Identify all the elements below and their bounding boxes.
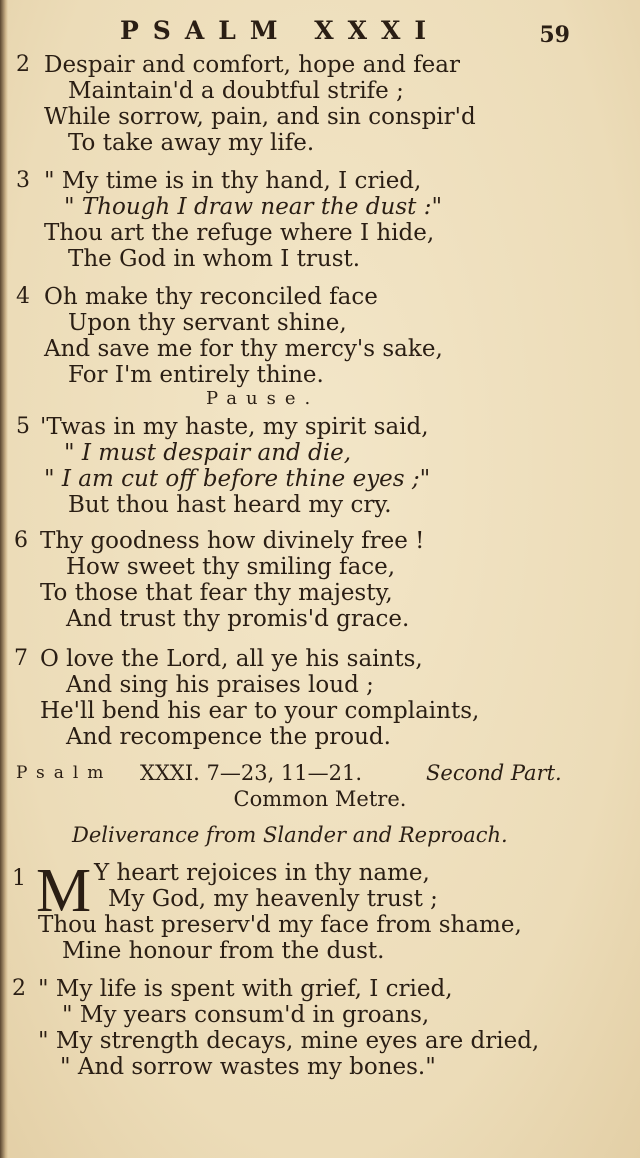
metre-label: Common Metre. bbox=[233, 787, 407, 811]
verse-line: And trust thy promis'd grace. bbox=[66, 606, 410, 632]
verse-line: " My time is in thy hand, I cried, bbox=[44, 168, 422, 194]
stanza-number: 7 bbox=[14, 646, 28, 671]
running-head: PSALM XXXI bbox=[120, 16, 441, 45]
verse-line: O love the Lord, all ye his saints, bbox=[40, 646, 423, 672]
verse-line: " Though I draw near the dust :" bbox=[64, 194, 443, 220]
verse-line: While sorrow, pain, and sin conspir'd bbox=[44, 104, 476, 130]
verse-line: Despair and comfort, hope and fear bbox=[44, 52, 460, 78]
verse-line: 'Twas in my haste, my spirit said, bbox=[40, 414, 429, 440]
stanza-number: 5 bbox=[16, 414, 30, 439]
verse-line: " And sorrow wastes my bones." bbox=[60, 1054, 436, 1080]
stanza-number: 2 bbox=[16, 52, 30, 77]
verse-line: To those that fear thy majesty, bbox=[40, 580, 393, 606]
verse-line: For I'm entirely thine. bbox=[68, 362, 324, 388]
drop-cap: M bbox=[36, 857, 92, 925]
stanza-number: 1 bbox=[12, 866, 26, 891]
verse-line: He'll bend his ear to your complaints, bbox=[40, 698, 480, 724]
stanza-number: 6 bbox=[14, 528, 28, 553]
verse-line: To take away my life. bbox=[68, 130, 315, 156]
verse-line: " My strength decays, mine eyes are dried, bbox=[38, 1028, 540, 1054]
verse-line: My God, my heavenly trust ; bbox=[108, 886, 438, 912]
verse-line: Maintain'd a doubtful strife ; bbox=[68, 78, 404, 104]
verse-line: The God in whom I trust. bbox=[68, 246, 361, 272]
stanza-number: 2 bbox=[12, 976, 26, 1001]
verse-line: And recompence the proud. bbox=[66, 724, 391, 750]
verse-line: Thou art the refuge where I hide, bbox=[44, 220, 435, 246]
verse-line: And sing his praises loud ; bbox=[66, 672, 374, 698]
section-heading-reference: XXXI. 7—23, 11—21. bbox=[140, 761, 363, 785]
verse-line: Thy goodness how divinely free ! bbox=[40, 528, 425, 554]
verse-line: " I must despair and die, bbox=[64, 440, 352, 466]
pause-marker: Pause. bbox=[206, 388, 320, 409]
subject-line: Deliverance from Slander and Reproach. bbox=[72, 823, 508, 847]
verse-line: " I am cut off before thine eyes ;" bbox=[44, 466, 431, 492]
verse-line: Mine honour from the dust. bbox=[62, 938, 385, 964]
verse-line: Y heart rejoices in thy name, bbox=[94, 860, 430, 886]
verse-line: Thou hast preserv'd my face from shame, bbox=[38, 912, 522, 938]
verse-line: " My life is spent with grief, I cried, bbox=[38, 976, 453, 1002]
verse-line: But thou hast heard my cry. bbox=[68, 492, 392, 518]
section-heading-psalm: Psalm bbox=[16, 763, 113, 783]
stanza-number: 4 bbox=[16, 284, 30, 309]
verse-line: And save me for thy mercy's sake, bbox=[44, 336, 443, 362]
page-header bbox=[0, 10, 640, 50]
verse-line: Upon thy servant shine, bbox=[68, 310, 347, 336]
verse-line: How sweet thy smiling face, bbox=[66, 554, 396, 580]
verse-line: " My years consum'd in groans, bbox=[62, 1002, 430, 1028]
page-gutter bbox=[0, 0, 8, 1158]
verse-line: Oh make thy reconciled face bbox=[44, 284, 378, 310]
page-number: 59 bbox=[539, 22, 570, 48]
stanza-number: 3 bbox=[16, 168, 30, 193]
section-heading-part: Second Part. bbox=[426, 761, 562, 785]
